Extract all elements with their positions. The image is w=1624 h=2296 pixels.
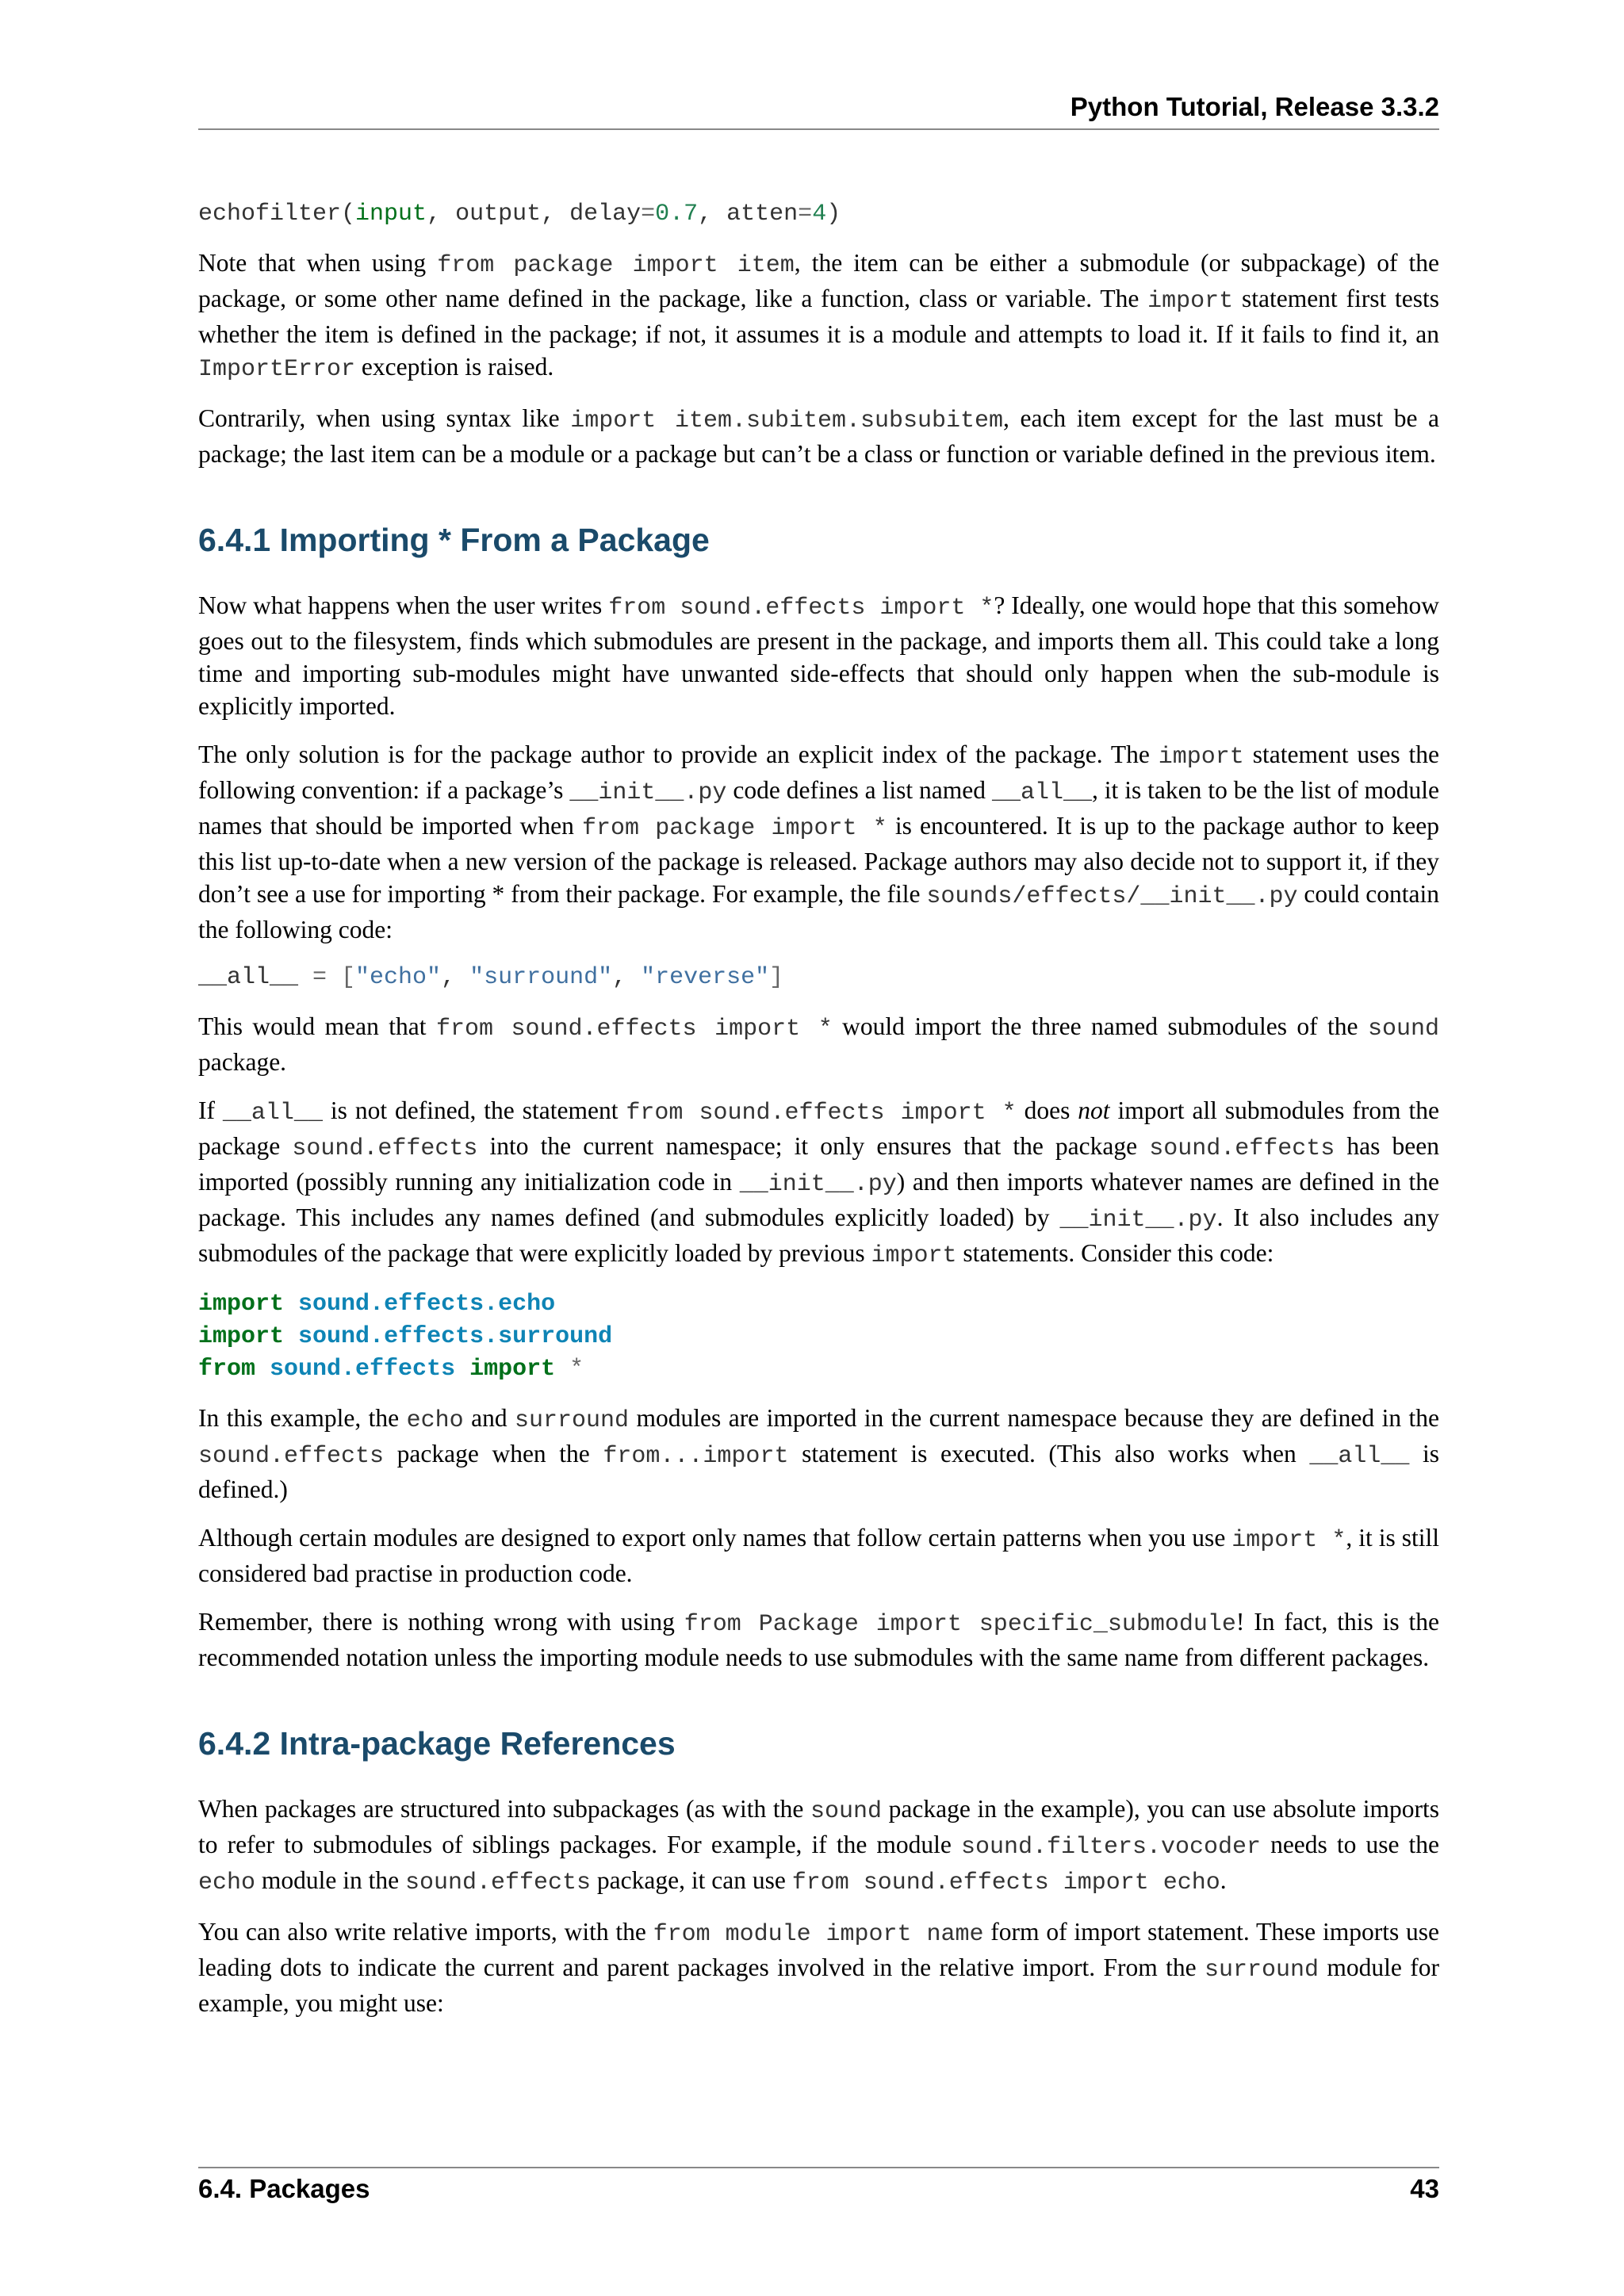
footer-section: 6.4. Packages [198,2174,370,2203]
code-string: "surround" [469,964,613,991]
code-fn: echofilter( [198,201,356,228]
paragraph-example-explained: In this example, the echo and surround modules are imported in the current namespace because they are defined in the sound.effects package when the from...import statement is executed. (This also works when __all__ is defined.) [198,1404,1440,1503]
header-rule [198,128,1439,130]
paragraph-bad-practise: Although certain modules are designed to export only names that follow certain patterns when you use import *, it is still considered bad practise in production code. [198,1524,1439,1587]
code-eq: = [798,201,813,228]
footer-rule [198,2167,1439,2168]
paragraph-all-convention: The only solution is for the package author to provide an explicit index of the package. The import statement uses the following convention: if a package’s __init__.py code defines a list named __all__, it is taken to be the list of module names that should be imported when from package import * is encountered. It is up to the package author to keep this list up-to-date when a new version of the package is released. Package authors may also decide not to support it, if they don’t see a use for importing * from their package. For example, the file sounds/effects/__init__.py could contain the following code: [198,740,1440,943]
paragraph-all-not-defined: If __all__ is not defined, the statement from sound.effects import * does not import all submodules from the package sound.effects into the current namespace; it only ensures that the package sound.effects has been imported (possibly running any initialization code in __init__.py) and then imports whatever names are defined in the package. This includes any names defined (and submodules explicitly loaded) by __init__.py. It also includes any submodules of the package that were explicitly loaded by previous import statements. Consider this code: [198,1096,1440,1269]
page-content [198,198,1439,2035]
code-eq: = [641,201,656,228]
paragraph-import-item: Note that when using from package import item, the item can be either a submodule (or subpackage) of the package, or some other name defined in the package, like a function, class or variable. The import statement first tests whether the item is defined in the package; if not, it assumes it is a module and attempts to load it. If it fails to find it, an ImportError exception is raised. [198,249,1439,383]
section-heading-intra-package: 6.4.2 Intra-package References [198,1725,676,1762]
code-string: "reverse" [641,964,770,991]
paragraph-three-submodules: This would mean that from sound.effects import * would import the three named submodules of the sound package. [198,1012,1439,1076]
running-footer [198,2174,1439,2204]
code-module: sound.effects [270,1356,456,1383]
code-arg-input: input [355,201,427,228]
code-num: 0.7 [655,201,699,228]
code-keyword: import [198,1323,285,1350]
code-module: sound.effects.echo [298,1291,556,1318]
code-op: ] [769,964,784,991]
running-header: Python Tutorial, Release 3.3.2 [1070,92,1439,121]
code-num: 4 [812,201,827,228]
code-keyword: import [198,1291,285,1318]
code-all-list: __all__ = ["echo", "surround", "reverse"] [198,964,784,991]
code-keyword: import [469,1356,556,1383]
paragraph-relative-imports: You can also write relative imports, with the from module import name form of import statement. These imports use leading dots to indicate the current and parent packages involved in the relative import. From the surround module for example, you might use: [198,1918,1439,2017]
code-sep: , atten [698,201,799,228]
paragraph-remember: Remember, there is nothing wrong with using from Package import specific_submodule! In fact, this is the recommended notation unless the importing module needs to use submodules with the same name from different packages. [198,1608,1439,1671]
code-name: __all__ [198,964,313,991]
code-string: "echo" [355,964,442,991]
code-close: ) [826,201,841,228]
paragraph-import-star-intro: Now what happens when the user writes from sound.effects import *? Ideally, one would hope that this somehow goes out to the filesystem, finds which submodules are present in the package, and imports them all. This could take a long time and importing sub-modules might have unwanted side-effects that should only happen when the sub-module is explicitly imported. [198,591,1439,720]
code-sep: , output, delay [427,201,642,228]
code-op: = [ [312,964,356,991]
paragraph-subitem: Contrarily, when using syntax like import item.subitem.subsubitem, each item except for the last must be a package; the last item can be a module or a package but can’t be a class or function or variable defined in the previous item. [198,404,1439,468]
code-import-block [198,1288,1439,1386]
section-heading-import-star: 6.4.1 Importing * From a Package [198,522,710,558]
page-number: 43 [1410,2174,1439,2203]
paragraph-absolute-imports: When packages are structured into subpackages (as with the sound package in the example), you can use absolute imports to refer to submodules of siblings packages. For example, if the module sound.filters.vocoder needs to use the echo module in the sound.effects package, it can use from sound.effects import echo. [198,1795,1440,1896]
code-keyword: from [198,1356,256,1383]
code-echofilter [198,198,1439,231]
code-op: * [569,1356,584,1383]
code-module: sound.effects.surround [298,1323,613,1350]
